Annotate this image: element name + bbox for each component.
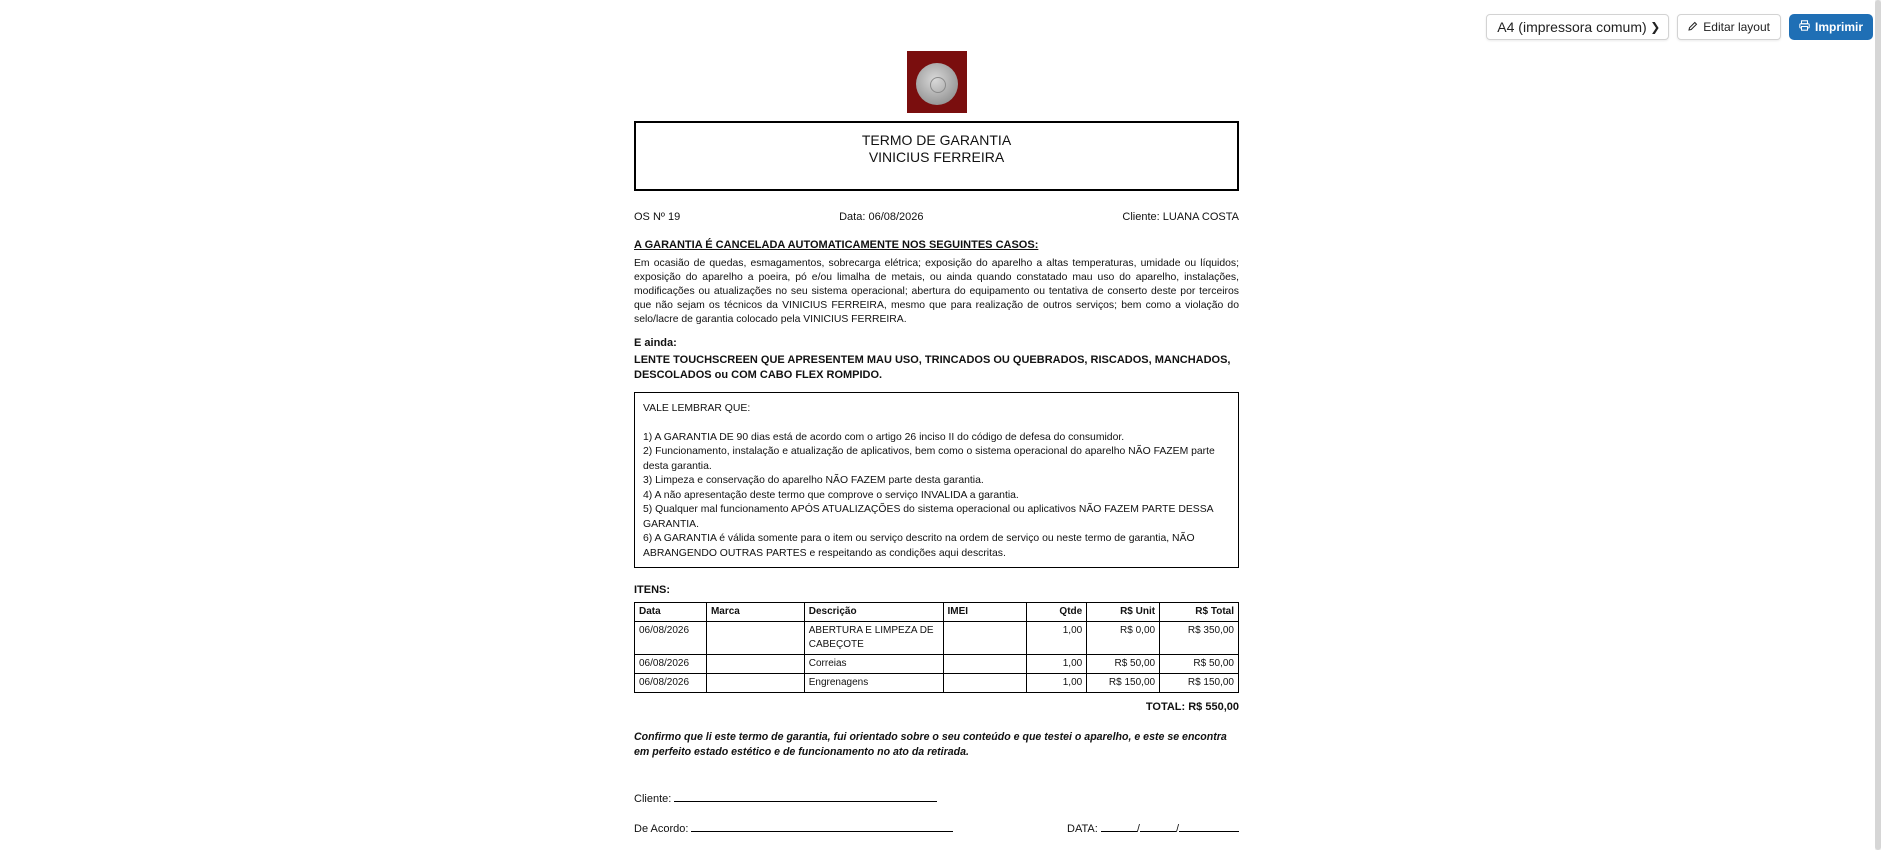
table-cell: R$ 50,00 bbox=[1160, 655, 1239, 674]
scrollbar-thumb[interactable] bbox=[1875, 0, 1881, 850]
col-header: Marca bbox=[706, 603, 804, 622]
os-number: OS Nº 19 bbox=[634, 211, 681, 223]
print-button[interactable] bbox=[1789, 14, 1873, 40]
remember-item: 5) Qualquer mal funcionamento APÓS ATUALIZAÇÕES do sistema operacional ou aplicativos NÃO FAZEM PARTE DESSA GARANTIA. bbox=[643, 504, 1213, 530]
paper-size-select[interactable] bbox=[1486, 14, 1669, 40]
table-row bbox=[635, 622, 1239, 655]
table-cell: 06/08/2026 bbox=[635, 655, 707, 674]
remember-item: 6) A GARANTIA é válida somente para o item ou serviço descrito na ordem de serviço ou neste termo de garantia, NÃO ABRANGENDO OUTRAS PARTES e respeitando as condições aqui descritas. bbox=[643, 533, 1195, 559]
signature-underline bbox=[674, 790, 937, 802]
remember-item: 4) A não apresentação deste termo que comprove o serviço INVALIDA a garantia. bbox=[643, 489, 1019, 501]
print-label: Imprimir bbox=[1814, 20, 1863, 34]
items-heading: ITENS: bbox=[634, 584, 671, 596]
warranty-document bbox=[634, 51, 1239, 836]
remember-item: 2) Funcionamento, instalação e atualização de aplicativos, bem como o sistema operacional do aparelho NÃO FAZEM parte desta garantia. bbox=[643, 446, 1215, 472]
table-cell: R$ 0,00 bbox=[1087, 622, 1160, 655]
printer-icon bbox=[1799, 20, 1810, 34]
date-month-blank bbox=[1140, 820, 1176, 832]
table-cell: R$ 50,00 bbox=[1087, 655, 1160, 674]
table-cell: 06/08/2026 bbox=[635, 674, 707, 693]
cancel-heading: A GARANTIA É CANCELADA AUTOMATICAMENTE NOS SEGUINTES CASOS: bbox=[634, 239, 1039, 251]
logo-area bbox=[634, 51, 1239, 113]
table-cell: 1,00 bbox=[1027, 674, 1087, 693]
title-box bbox=[634, 121, 1239, 191]
also-text: LENTE TOUCHSCREEN QUE APRESENTEM MAU USO, TRINCADOS OU QUEBRADOS, RISCADOS, MANCHADOS, DESCOLADOS ou COM CABO FLEX ROMPIDO. bbox=[634, 354, 1231, 381]
table-cell bbox=[706, 622, 804, 655]
col-header: Data bbox=[635, 603, 707, 622]
table-cell: 1,00 bbox=[1027, 622, 1087, 655]
os-date: Data: 06/08/2026 bbox=[839, 211, 924, 223]
remember-item: 1) A GARANTIA DE 90 dias está de acordo com o artigo 26 inciso II do código de defesa do consumidor. bbox=[643, 431, 1125, 443]
pencil-icon bbox=[1688, 20, 1698, 34]
items-table bbox=[634, 602, 1239, 693]
table-row bbox=[635, 674, 1239, 693]
client-signature-label: Cliente: bbox=[634, 793, 672, 805]
edit-layout-label: Editar layout bbox=[1703, 20, 1770, 34]
also-heading: E ainda: bbox=[634, 337, 677, 349]
edit-layout-button[interactable] bbox=[1677, 14, 1781, 40]
table-cell: Engrenagens bbox=[804, 674, 943, 693]
table-cell bbox=[943, 674, 1027, 693]
client-signature-line bbox=[634, 790, 1239, 806]
cancel-text: Em ocasião de quedas, esmagamentos, sobrecarga elétrica; exposição do aparelho a altas temperaturas, umidade ou líquidos; exposição do aparelho a poeira, pó e/ou limalha de metais, ou ainda quando constatado mau uso do aparelho, instalações, modificações ou atualizações no seu sistema operacional; abertura do equipamento ou tentativa de conserto deste por terceiros que não sejam os técnicos da VINICIUS FERREIRA, mesmo que para realização de outros serviços; bem como a violação do selo/lacre de garantia colocado pela VINICIUS FERREIRA. bbox=[634, 258, 1239, 325]
table-cell: R$ 150,00 bbox=[1087, 674, 1160, 693]
total-amount: TOTAL: R$ 550,00 bbox=[1145, 701, 1239, 713]
print-toolbar bbox=[1486, 14, 1873, 40]
company-logo bbox=[907, 51, 967, 113]
vertical-scrollbar[interactable] bbox=[1875, 0, 1881, 850]
remember-item: 3) Limpeza e conservação do aparelho NÃO FAZEM parte desta garantia. bbox=[643, 475, 984, 486]
table-cell: R$ 350,00 bbox=[1160, 622, 1239, 655]
col-header: Qtde bbox=[1027, 603, 1087, 622]
table-cell: ABERTURA E LIMPEZA DE CABEÇOTE bbox=[804, 622, 943, 655]
document-title: TERMO DE GARANTIA bbox=[861, 132, 1012, 148]
remember-box bbox=[634, 392, 1239, 568]
client-name: Cliente: LUANA COSTA bbox=[1122, 211, 1239, 223]
table-cell: Correias bbox=[804, 655, 943, 674]
table-cell bbox=[706, 674, 804, 693]
remember-title: VALE LEMBRAR QUE: bbox=[643, 403, 751, 414]
agreement-signature-line bbox=[634, 820, 953, 836]
table-row bbox=[635, 655, 1239, 674]
table-header-row bbox=[635, 603, 1239, 622]
table-cell: 06/08/2026 bbox=[635, 622, 707, 655]
col-header: R$ Total bbox=[1160, 603, 1239, 622]
date-year-blank bbox=[1179, 820, 1239, 832]
table-cell: R$ 150,00 bbox=[1160, 674, 1239, 693]
table-cell bbox=[943, 622, 1027, 655]
table-cell bbox=[943, 655, 1027, 674]
signature-underline bbox=[691, 820, 953, 832]
date-fill-line: DATA: / / bbox=[1067, 820, 1239, 836]
confirmation-text: Confirmo que li este termo de garantia, fui orientado sobre o seu conteúdo e que testei o aparelho, e este se encontra em perfeito estado estético e de funcionamento no ato da retirada. bbox=[634, 731, 1227, 758]
paper-size-value: A4 (impressora comum) bbox=[1497, 19, 1647, 35]
col-header: Descrição bbox=[804, 603, 943, 622]
col-header: R$ Unit bbox=[1087, 603, 1160, 622]
date-label: DATA: bbox=[1067, 823, 1098, 835]
table-cell: 1,00 bbox=[1027, 655, 1087, 674]
os-meta-row bbox=[634, 210, 1239, 224]
chevron-down-icon: ❯ bbox=[1650, 20, 1661, 34]
col-header: IMEI bbox=[943, 603, 1027, 622]
agreement-label: De Acordo: bbox=[634, 823, 689, 835]
date-day-blank bbox=[1101, 820, 1137, 832]
agreement-row bbox=[634, 820, 1239, 836]
company-name: VINICIUS FERREIRA bbox=[868, 149, 1005, 165]
table-cell bbox=[706, 655, 804, 674]
